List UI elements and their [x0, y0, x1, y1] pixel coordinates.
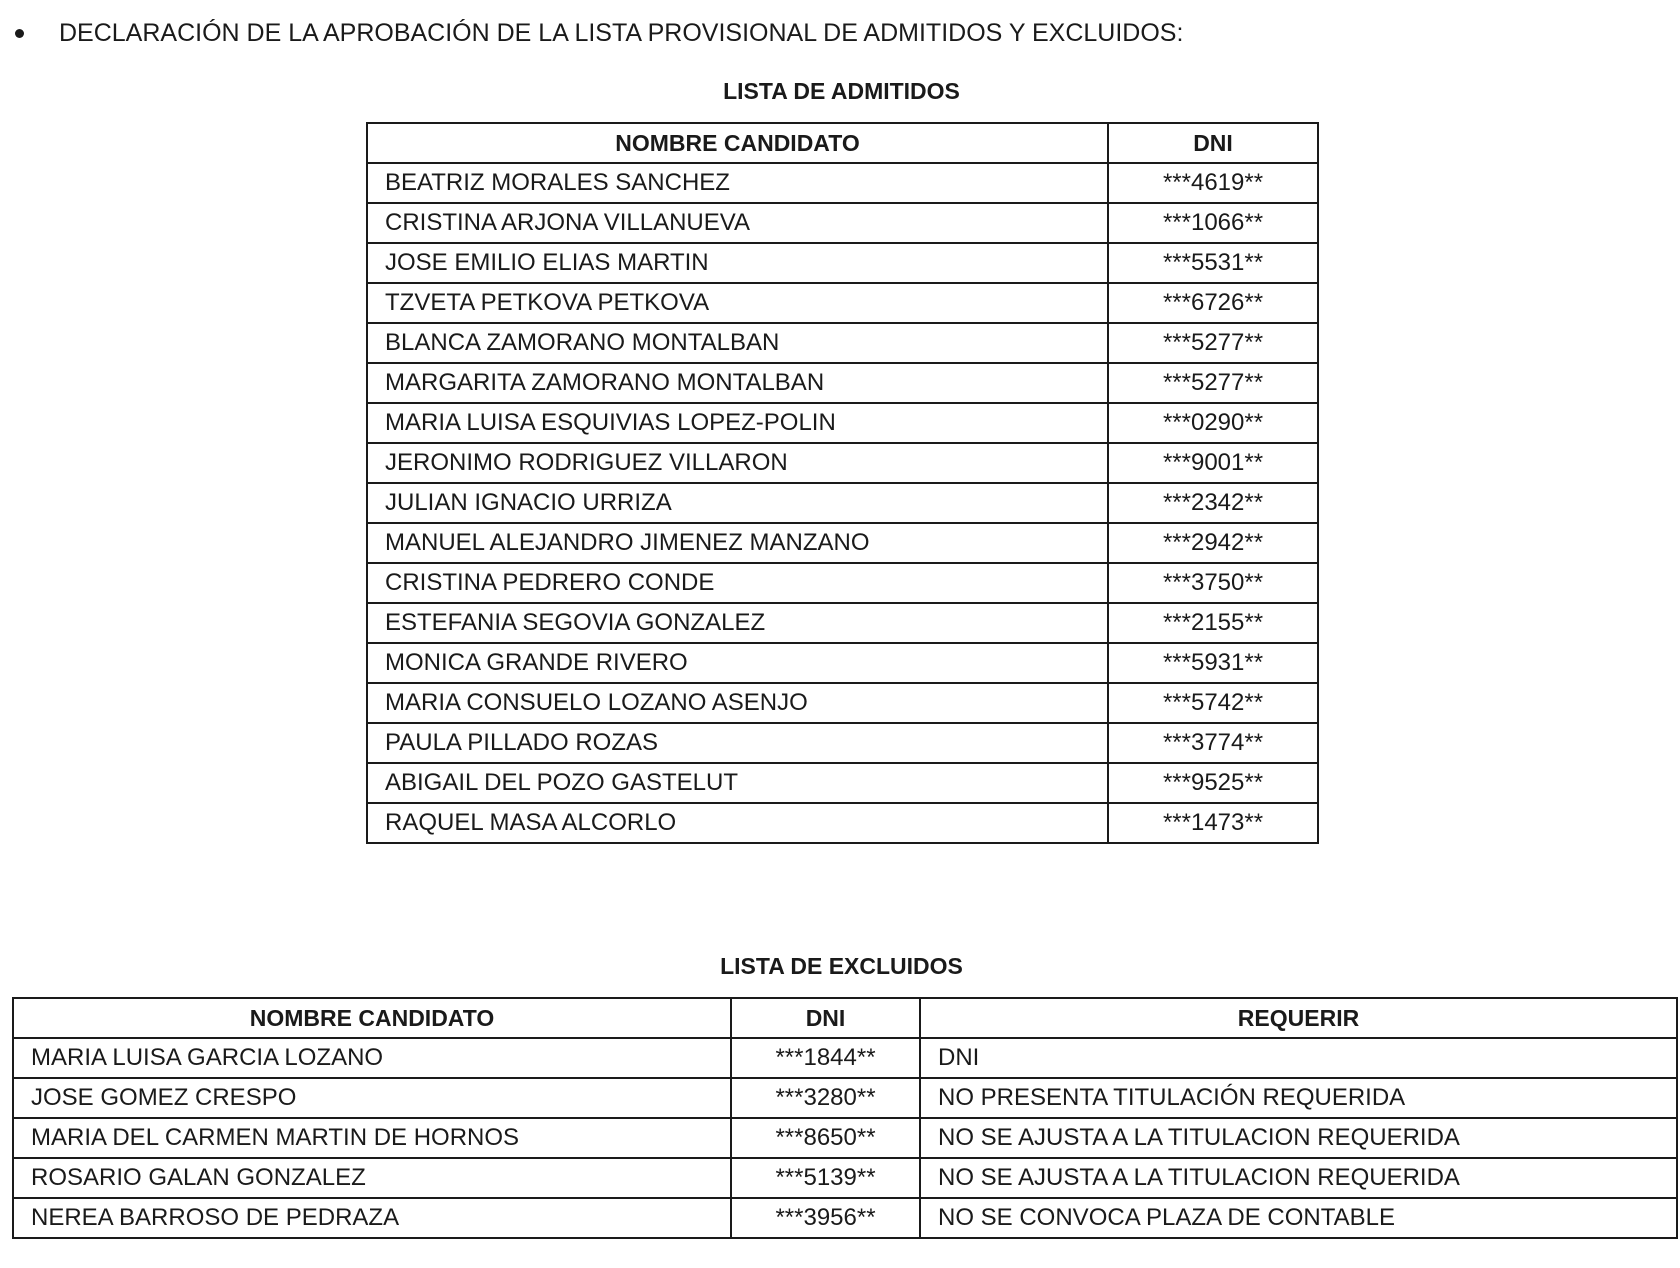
dni-cell: ***2942** [1108, 523, 1318, 563]
candidate-name-cell: NEREA BARROSO DE PEDRAZA [13, 1198, 731, 1238]
table-row [13, 1198, 1677, 1238]
table-row [13, 1158, 1677, 1198]
candidate-name-cell: MANUEL ALEJANDRO JIMENEZ MANZANO [367, 523, 1108, 563]
table-row [367, 163, 1318, 203]
candidate-name-cell: JOSE GOMEZ CRESPO [13, 1078, 731, 1118]
candidate-name-cell: MARIA LUISA ESQUIVIAS LOPEZ-POLIN [367, 403, 1108, 443]
requerir-cell: NO SE AJUSTA A LA TITULACION REQUERIDA [920, 1118, 1677, 1158]
candidate-name-cell: MARGARITA ZAMORANO MONTALBAN [367, 363, 1108, 403]
excluidos-title: LISTA DE EXCLUIDOS [720, 953, 963, 979]
dni-cell: ***2155** [1108, 603, 1318, 643]
candidate-name-cell: JULIAN IGNACIO URRIZA [367, 483, 1108, 523]
dni-cell: ***4619** [1108, 163, 1318, 203]
dni-cell: ***2342** [1108, 483, 1318, 523]
table-row [367, 763, 1318, 803]
table-row [13, 1038, 1677, 1078]
table-row [13, 1078, 1677, 1118]
header-nombre-candidato: NOMBRE CANDIDATO [367, 123, 1108, 163]
table-row [367, 643, 1318, 683]
table-row [367, 803, 1318, 843]
dni-cell: ***3956** [731, 1198, 920, 1238]
dni-cell: ***1473** [1108, 803, 1318, 843]
table-row [367, 683, 1318, 723]
candidate-name-cell: BEATRIZ MORALES SANCHEZ [367, 163, 1108, 203]
table-row [367, 243, 1318, 283]
table-row [367, 483, 1318, 523]
dni-cell: ***3774** [1108, 723, 1318, 763]
table-header-row [13, 998, 1677, 1038]
candidate-name-cell: TZVETA PETKOVA PETKOVA [367, 283, 1108, 323]
dni-cell: ***5277** [1108, 323, 1318, 363]
table-row [367, 403, 1318, 443]
candidate-name-cell: JOSE EMILIO ELIAS MARTIN [367, 243, 1108, 283]
table-row [367, 723, 1318, 763]
header-dni: DNI [1108, 123, 1318, 163]
dni-cell: ***1844** [731, 1038, 920, 1078]
header-nombre-candidato: NOMBRE CANDIDATO [13, 998, 731, 1038]
candidate-name-cell: BLANCA ZAMORANO MONTALBAN [367, 323, 1108, 363]
dni-cell: ***5277** [1108, 363, 1318, 403]
table-row [367, 203, 1318, 243]
dni-cell: ***8650** [731, 1118, 920, 1158]
requerir-cell: NO SE AJUSTA A LA TITULACION REQUERIDA [920, 1158, 1677, 1198]
table-row [367, 323, 1318, 363]
table-row [367, 443, 1318, 483]
candidate-name-cell: MARIA DEL CARMEN MARTIN DE HORNOS [13, 1118, 731, 1158]
dni-cell: ***5531** [1108, 243, 1318, 283]
requerir-cell: DNI [920, 1038, 1677, 1078]
dni-cell: ***3280** [731, 1078, 920, 1118]
table-row [13, 1118, 1677, 1158]
dni-cell: ***1066** [1108, 203, 1318, 243]
candidate-name-cell: ESTEFANIA SEGOVIA GONZALEZ [367, 603, 1108, 643]
dni-cell: ***0290** [1108, 403, 1318, 443]
table-row [367, 563, 1318, 603]
requerir-cell: NO PRESENTA TITULACIÓN REQUERIDA [920, 1078, 1677, 1118]
dni-cell: ***9001** [1108, 443, 1318, 483]
admitidos-title: LISTA DE ADMITIDOS [723, 78, 960, 104]
candidate-name-cell: CRISTINA PEDRERO CONDE [367, 563, 1108, 603]
header-requerir: REQUERIR [920, 998, 1677, 1038]
candidate-name-cell: MARIA LUISA GARCIA LOZANO [13, 1038, 731, 1078]
dni-cell: ***9525** [1108, 763, 1318, 803]
table-row [367, 523, 1318, 563]
candidate-name-cell: ROSARIO GALAN GONZALEZ [13, 1158, 731, 1198]
excluidos-table [12, 997, 1678, 1239]
candidate-name-cell: MONICA GRANDE RIVERO [367, 643, 1108, 683]
candidate-name-cell: ABIGAIL DEL POZO GASTELUT [367, 763, 1108, 803]
candidate-name-cell: PAULA PILLADO ROZAS [367, 723, 1108, 763]
table-row [367, 283, 1318, 323]
candidate-name-cell: MARIA CONSUELO LOZANO ASENJO [367, 683, 1108, 723]
table-row [367, 363, 1318, 403]
declaration-line [8, 16, 1183, 50]
dni-cell: ***6726** [1108, 283, 1318, 323]
table-row [367, 603, 1318, 643]
candidate-name-cell: RAQUEL MASA ALCORLO [367, 803, 1108, 843]
candidate-name-cell: CRISTINA ARJONA VILLANUEVA [367, 203, 1108, 243]
admitidos-table [366, 122, 1319, 844]
dni-cell: ***5742** [1108, 683, 1318, 723]
dni-cell: ***3750** [1108, 563, 1318, 603]
requerir-cell: NO SE CONVOCA PLAZA DE CONTABLE [920, 1198, 1677, 1238]
dni-cell: ***5139** [731, 1158, 920, 1198]
declaration-text: DECLARACIÓN DE LA APROBACIÓN DE LA LISTA PROVISIONAL DE ADMITIDOS Y EXCLUIDOS: [59, 18, 1184, 47]
bullet-icon [15, 29, 24, 38]
table-header-row [367, 123, 1318, 163]
dni-cell: ***5931** [1108, 643, 1318, 683]
candidate-name-cell: JERONIMO RODRIGUEZ VILLARON [367, 443, 1108, 483]
header-dni: DNI [731, 998, 920, 1038]
